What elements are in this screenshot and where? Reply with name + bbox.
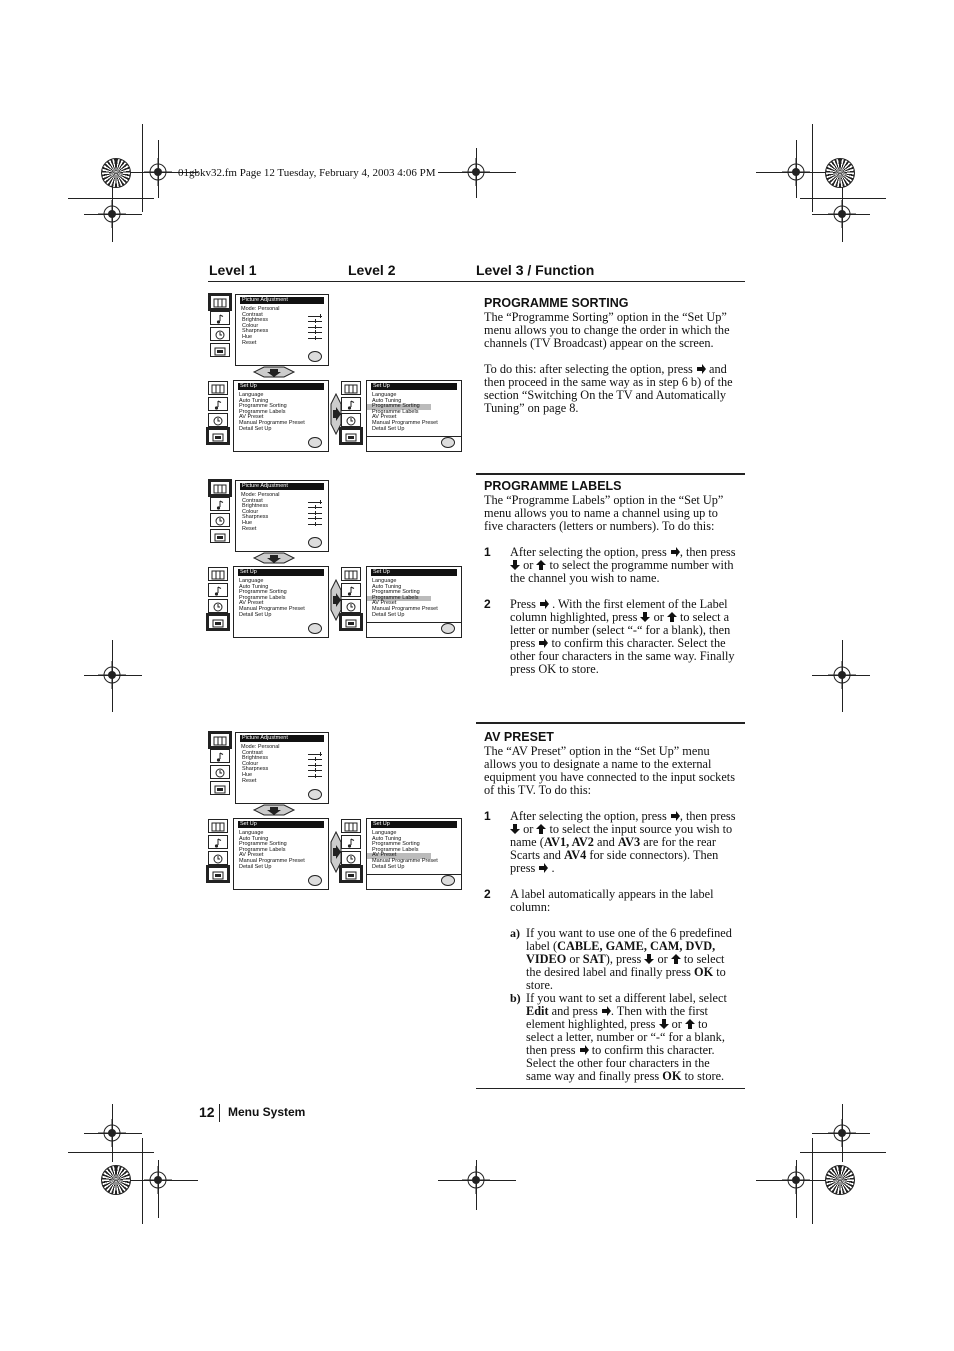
header-rule: [208, 281, 745, 282]
down-navigation-icon: [252, 366, 296, 378]
menu-item[interactable]: Manual Programme Preset: [372, 857, 438, 864]
timer-icon[interactable]: [341, 599, 361, 613]
ok-button-icon[interactable]: [441, 437, 455, 448]
setup-icon[interactable]: [208, 867, 228, 881]
section-programme-labels: [484, 480, 736, 689]
menu-item[interactable]: Hue: [236, 335, 328, 341]
registration-target-icon: [462, 158, 490, 186]
menu-item[interactable]: Programme Labels: [239, 408, 286, 415]
menu-item[interactable]: AV Preset: [239, 600, 264, 607]
section-divider: [476, 722, 745, 724]
menu-item[interactable]: AV Preset: [239, 852, 264, 859]
menu-item[interactable]: Reset: [242, 525, 257, 532]
menu-title: Set Up: [371, 821, 457, 828]
picture-icon[interactable]: [210, 733, 230, 747]
paragraph: The “Programme Sorting” option in the “Set Up” menu allows you to change the order in which the channels (TV Broadcast) appear on the screen.: [484, 310, 730, 350]
menu-item[interactable]: Programme Labels: [239, 846, 286, 853]
menu-icon-column: [341, 381, 361, 445]
ok-button-icon[interactable]: [308, 351, 322, 362]
ok-button-icon[interactable]: [441, 623, 455, 634]
menu-item[interactable]: Reset: [242, 339, 257, 346]
menu-item[interactable]: Reset: [242, 777, 257, 784]
paragraph: The “Programme Labels” option in the “Set Up” menu allows you to name a channel using up to five characters (letters or numbers). To do this:: [484, 493, 724, 533]
arrow-right-icon: [579, 1045, 589, 1055]
step-1: 1 After selecting the option, press , then press or to select the programme number with the channel you wish to name.: [484, 545, 736, 585]
menu-item[interactable]: Contrast: [236, 313, 328, 319]
menu-item[interactable]: Detail Set Up: [372, 863, 405, 870]
setup-screen-level1: [233, 380, 329, 452]
level-slider: [308, 332, 322, 333]
arrow-right-icon: [538, 863, 548, 873]
setup-icon[interactable]: [208, 615, 228, 629]
menu-item[interactable]: Language: [372, 578, 397, 584]
setup-icon[interactable]: [341, 615, 361, 629]
menu-item[interactable]: Colour: [236, 762, 328, 768]
menu-item[interactable]: Brightness: [236, 318, 328, 324]
menu-item[interactable]: Sharpness: [236, 767, 328, 773]
menu-item[interactable]: Colour: [236, 324, 328, 330]
section-title: AV PRESET: [484, 730, 554, 744]
level-slider: [308, 765, 322, 766]
menu-icon-column: [210, 481, 230, 545]
registration-star-icon: [825, 1165, 855, 1195]
menu-item[interactable]: Contrast: [236, 751, 328, 757]
registration-target-icon: [462, 1166, 490, 1194]
menu-item[interactable]: Mode: Personal: [241, 744, 280, 750]
sound-icon[interactable]: [210, 497, 230, 511]
menu-icon-column: [208, 567, 228, 631]
menu-title: Set Up: [371, 383, 457, 390]
arrow-down-icon: [659, 1019, 669, 1029]
section-programme-sorting: [484, 297, 736, 428]
screen-divider: [366, 436, 462, 437]
menu-item[interactable]: Manual Programme Preset: [239, 419, 305, 426]
menu-item[interactable]: Language: [239, 830, 264, 836]
menu-title: Set Up: [238, 821, 324, 828]
footer-section-name: Menu System: [228, 1105, 306, 1119]
menu-item[interactable]: AV Preset: [367, 853, 431, 859]
level-slider: [308, 338, 322, 339]
menu-item[interactable]: Programme Sorting: [372, 589, 420, 596]
section-av-preset: [484, 731, 736, 1096]
menu-item[interactable]: Brightness: [236, 504, 328, 510]
menu-item[interactable]: Mode: Personal: [241, 492, 280, 498]
menu-icon-column: [341, 567, 361, 631]
sound-icon[interactable]: [210, 749, 230, 763]
menu-item[interactable]: Language: [239, 392, 264, 398]
menu-item[interactable]: Programme Sorting: [367, 404, 431, 410]
ok-button-icon[interactable]: [308, 437, 322, 448]
timer-icon[interactable]: [208, 413, 228, 427]
registration-target-icon: [782, 1166, 810, 1194]
registration-star-icon: [101, 1165, 131, 1195]
menu-item[interactable]: Manual Programme Preset: [372, 419, 438, 426]
menu-title: Picture Adjustment: [240, 483, 324, 490]
menu-item[interactable]: Auto Tuning: [372, 583, 402, 590]
sound-icon[interactable]: [208, 583, 228, 597]
menu-item[interactable]: Auto Tuning: [239, 583, 269, 590]
sound-icon[interactable]: [341, 583, 361, 597]
file-meta: 01gbkv32.fm Page 12 Tuesday, February 4, 2003 4:06 PM: [178, 167, 436, 179]
section-title: PROGRAMME SORTING: [484, 296, 629, 310]
registration-target-icon: [828, 1119, 856, 1147]
menu-item[interactable]: Programme Labels: [372, 408, 419, 415]
ok-button-icon[interactable]: [308, 537, 322, 548]
arrow-up-icon: [671, 954, 681, 964]
timer-icon[interactable]: [341, 851, 361, 865]
arrow-right-icon: [696, 364, 706, 374]
down-navigation-icon: [252, 552, 296, 564]
menu-item[interactable]: Auto Tuning: [372, 835, 402, 842]
menu-item[interactable]: Programme Labels: [239, 594, 286, 601]
menu-item[interactable]: Detail Set Up: [239, 863, 272, 870]
timer-icon[interactable]: [210, 513, 230, 527]
menu-item[interactable]: Hue: [236, 521, 328, 527]
arrow-up-icon: [536, 560, 546, 570]
registration-target-icon: [98, 200, 126, 228]
level-slider: [308, 524, 322, 525]
section-divider: [476, 473, 745, 475]
picture-adjustment-screen: [235, 480, 329, 552]
menu-item[interactable]: Detail Set Up: [239, 611, 272, 618]
sound-icon[interactable]: [210, 311, 230, 325]
ok-button-icon[interactable]: [308, 875, 322, 886]
sound-icon[interactable]: [341, 397, 361, 411]
arrow-right-icon: [601, 1006, 611, 1016]
registration-target-icon: [828, 200, 856, 228]
registration-target-icon: [144, 1166, 172, 1194]
arrow-right-icon: [538, 638, 548, 648]
menu-item[interactable]: Sharpness: [236, 329, 328, 335]
menu-item[interactable]: Hue: [236, 773, 328, 779]
level-slider: [308, 502, 322, 503]
setup-icon[interactable]: [341, 867, 361, 881]
picture-icon[interactable]: [208, 567, 228, 581]
menu-title: Set Up: [238, 383, 324, 390]
menu-item[interactable]: Programme Sorting: [239, 841, 287, 848]
registration-star-icon: [101, 158, 131, 188]
timer-icon[interactable]: [208, 599, 228, 613]
setup-screen-level2: [366, 380, 462, 452]
picture-icon[interactable]: [341, 819, 361, 833]
picture-icon[interactable]: [341, 567, 361, 581]
registration-target-icon: [98, 661, 126, 689]
menu-item[interactable]: Language: [239, 578, 264, 584]
level-slider: [308, 776, 322, 777]
timer-icon[interactable]: [210, 327, 230, 341]
picture-icon[interactable]: [210, 295, 230, 309]
arrow-right-icon: [670, 811, 680, 821]
menu-item[interactable]: Manual Programme Preset: [239, 605, 305, 612]
menu-item[interactable]: Language: [372, 830, 397, 836]
setup-screen-level2: [366, 818, 462, 890]
level-slider: [308, 759, 322, 760]
sub-step-b: b) If you want to set a different label, select Edit and press . Then with the first element highlighted, press or to select a letter, number or “-“ for a blank, then press to confirm this character. Select the other four characters in the same way and finally press OK to store.: [510, 991, 727, 1083]
step-2: 2 Press . With the first element of the Label column highlighted, press or to select a letter or number (select “-“ for a blank), then press to confirm this character. Select the other four characters in the same way. Finally press OK to store.: [484, 597, 735, 676]
menu-item[interactable]: Brightness: [236, 756, 328, 762]
menu-item[interactable]: AV Preset: [372, 414, 397, 421]
menu-item[interactable]: Programme Labels: [367, 596, 431, 602]
arrow-up-icon: [685, 1019, 695, 1029]
menu-title: Picture Adjustment: [240, 297, 324, 304]
menu-title: Picture Adjustment: [240, 735, 324, 742]
level-slider: [308, 754, 322, 755]
picture-icon[interactable]: [208, 381, 228, 395]
menu-item[interactable]: AV Preset: [239, 414, 264, 421]
arrow-down-icon: [644, 954, 654, 964]
setup-icon[interactable]: [210, 781, 230, 795]
sub-step-a: a) If you want to use one of the 6 predefined label (CABLE, GAME, CAM, DVD, VIDEO or SAT), press or to select the desired label and finally press OK to store.: [510, 926, 732, 992]
level-slider: [308, 513, 322, 514]
menu-item[interactable]: Programme Sorting: [239, 403, 287, 410]
column-heading-level3: Level 3 / Function: [476, 262, 595, 278]
picture-adjustment-screen: [235, 294, 329, 366]
level-slider: [308, 321, 322, 322]
screen-divider: [366, 874, 462, 875]
menu-title: Set Up: [238, 569, 324, 576]
menu-icon-column: [210, 295, 230, 359]
arrow-down-icon: [510, 560, 520, 570]
registration-target-icon: [144, 158, 172, 186]
menu-item[interactable]: Programme Labels: [372, 846, 419, 853]
arrow-down-icon: [640, 612, 650, 622]
level-slider: [308, 770, 322, 771]
sound-icon[interactable]: [208, 397, 228, 411]
ok-button-icon[interactable]: [441, 875, 455, 886]
setup-screen-level1: [233, 566, 329, 638]
arrow-up-icon: [667, 612, 677, 622]
menu-item[interactable]: Manual Programme Preset: [239, 857, 305, 864]
picture-icon[interactable]: [208, 819, 228, 833]
timer-icon[interactable]: [210, 765, 230, 779]
menu-item[interactable]: Colour: [236, 510, 328, 516]
picture-adjustment-screen: [235, 732, 329, 804]
setup-icon[interactable]: [208, 429, 228, 443]
footer-divider: [219, 1104, 220, 1122]
menu-item[interactable]: AV Preset: [372, 600, 397, 607]
menu-item[interactable]: Auto Tuning: [372, 397, 402, 404]
setup-icon[interactable]: [210, 343, 230, 357]
registration-target-icon: [828, 661, 856, 689]
registration-target-icon: [782, 158, 810, 186]
menu-icon-column: [341, 819, 361, 883]
screen-divider: [366, 622, 462, 623]
section-title: PROGRAMME LABELS: [484, 479, 622, 493]
sound-icon[interactable]: [341, 835, 361, 849]
menu-item[interactable]: Detail Set Up: [239, 425, 272, 432]
level-slider: [308, 507, 322, 508]
down-navigation-icon: [252, 804, 296, 816]
column-heading-level2: Level 2: [348, 262, 396, 278]
timer-icon[interactable]: [208, 851, 228, 865]
menu-icon-column: [208, 381, 228, 445]
page-number: 12: [199, 1104, 215, 1120]
setup-icon[interactable]: [210, 529, 230, 543]
setup-icon[interactable]: [341, 429, 361, 443]
menu-item[interactable]: Auto Tuning: [239, 397, 269, 404]
paragraph: To do this: after selecting the option, press and then proceed in the same way as in step 6 b) of the section “Switching On the TV and Automatically Tuning” on page 8.: [484, 362, 733, 415]
arrow-up-icon: [536, 824, 546, 834]
paragraph: The “AV Preset” option in the “Set Up” menu allows you to designate a name to the external equipment you have connected to the input sockets of this TV. To do this:: [484, 744, 735, 797]
menu-item[interactable]: Detail Set Up: [372, 611, 405, 618]
menu-item[interactable]: Programme Sorting: [372, 841, 420, 848]
arrow-down-icon: [510, 824, 520, 834]
ok-button-icon[interactable]: [308, 789, 322, 800]
menu-title: Set Up: [371, 569, 457, 576]
arrow-right-icon: [670, 547, 680, 557]
menu-item[interactable]: Auto Tuning: [239, 835, 269, 842]
step-2: 2 A label automatically appears in the label column:: [484, 887, 714, 914]
picture-icon[interactable]: [210, 481, 230, 495]
menu-item[interactable]: Sharpness: [236, 515, 328, 521]
arrow-right-icon: [539, 599, 549, 609]
setup-screen-level2: [366, 566, 462, 638]
setup-screen-level1: [233, 818, 329, 890]
menu-item[interactable]: Programme Sorting: [239, 589, 287, 596]
menu-icon-column: [208, 819, 228, 883]
step-1: 1 After selecting the option, press , then press or to select the input source you wish to name (AV1, AV2 and AV3 are for the rear Scarts and AV4 for side connectors). Then press .: [484, 809, 736, 875]
menu-item[interactable]: Language: [372, 392, 397, 398]
ok-button-icon[interactable]: [308, 623, 322, 634]
level-slider: [308, 316, 322, 317]
menu-icon-column: [210, 733, 230, 797]
picture-icon[interactable]: [341, 381, 361, 395]
registration-target-icon: [98, 1119, 126, 1147]
menu-item[interactable]: Manual Programme Preset: [372, 605, 438, 612]
sound-icon[interactable]: [208, 835, 228, 849]
menu-item[interactable]: Detail Set Up: [372, 425, 405, 432]
timer-icon[interactable]: [341, 413, 361, 427]
registration-star-icon: [825, 158, 855, 188]
level-slider: [308, 327, 322, 328]
menu-item[interactable]: Mode: Personal: [241, 306, 280, 312]
column-heading-level1: Level 1: [209, 262, 257, 278]
level-slider: [308, 518, 322, 519]
menu-item[interactable]: Contrast: [236, 499, 328, 505]
